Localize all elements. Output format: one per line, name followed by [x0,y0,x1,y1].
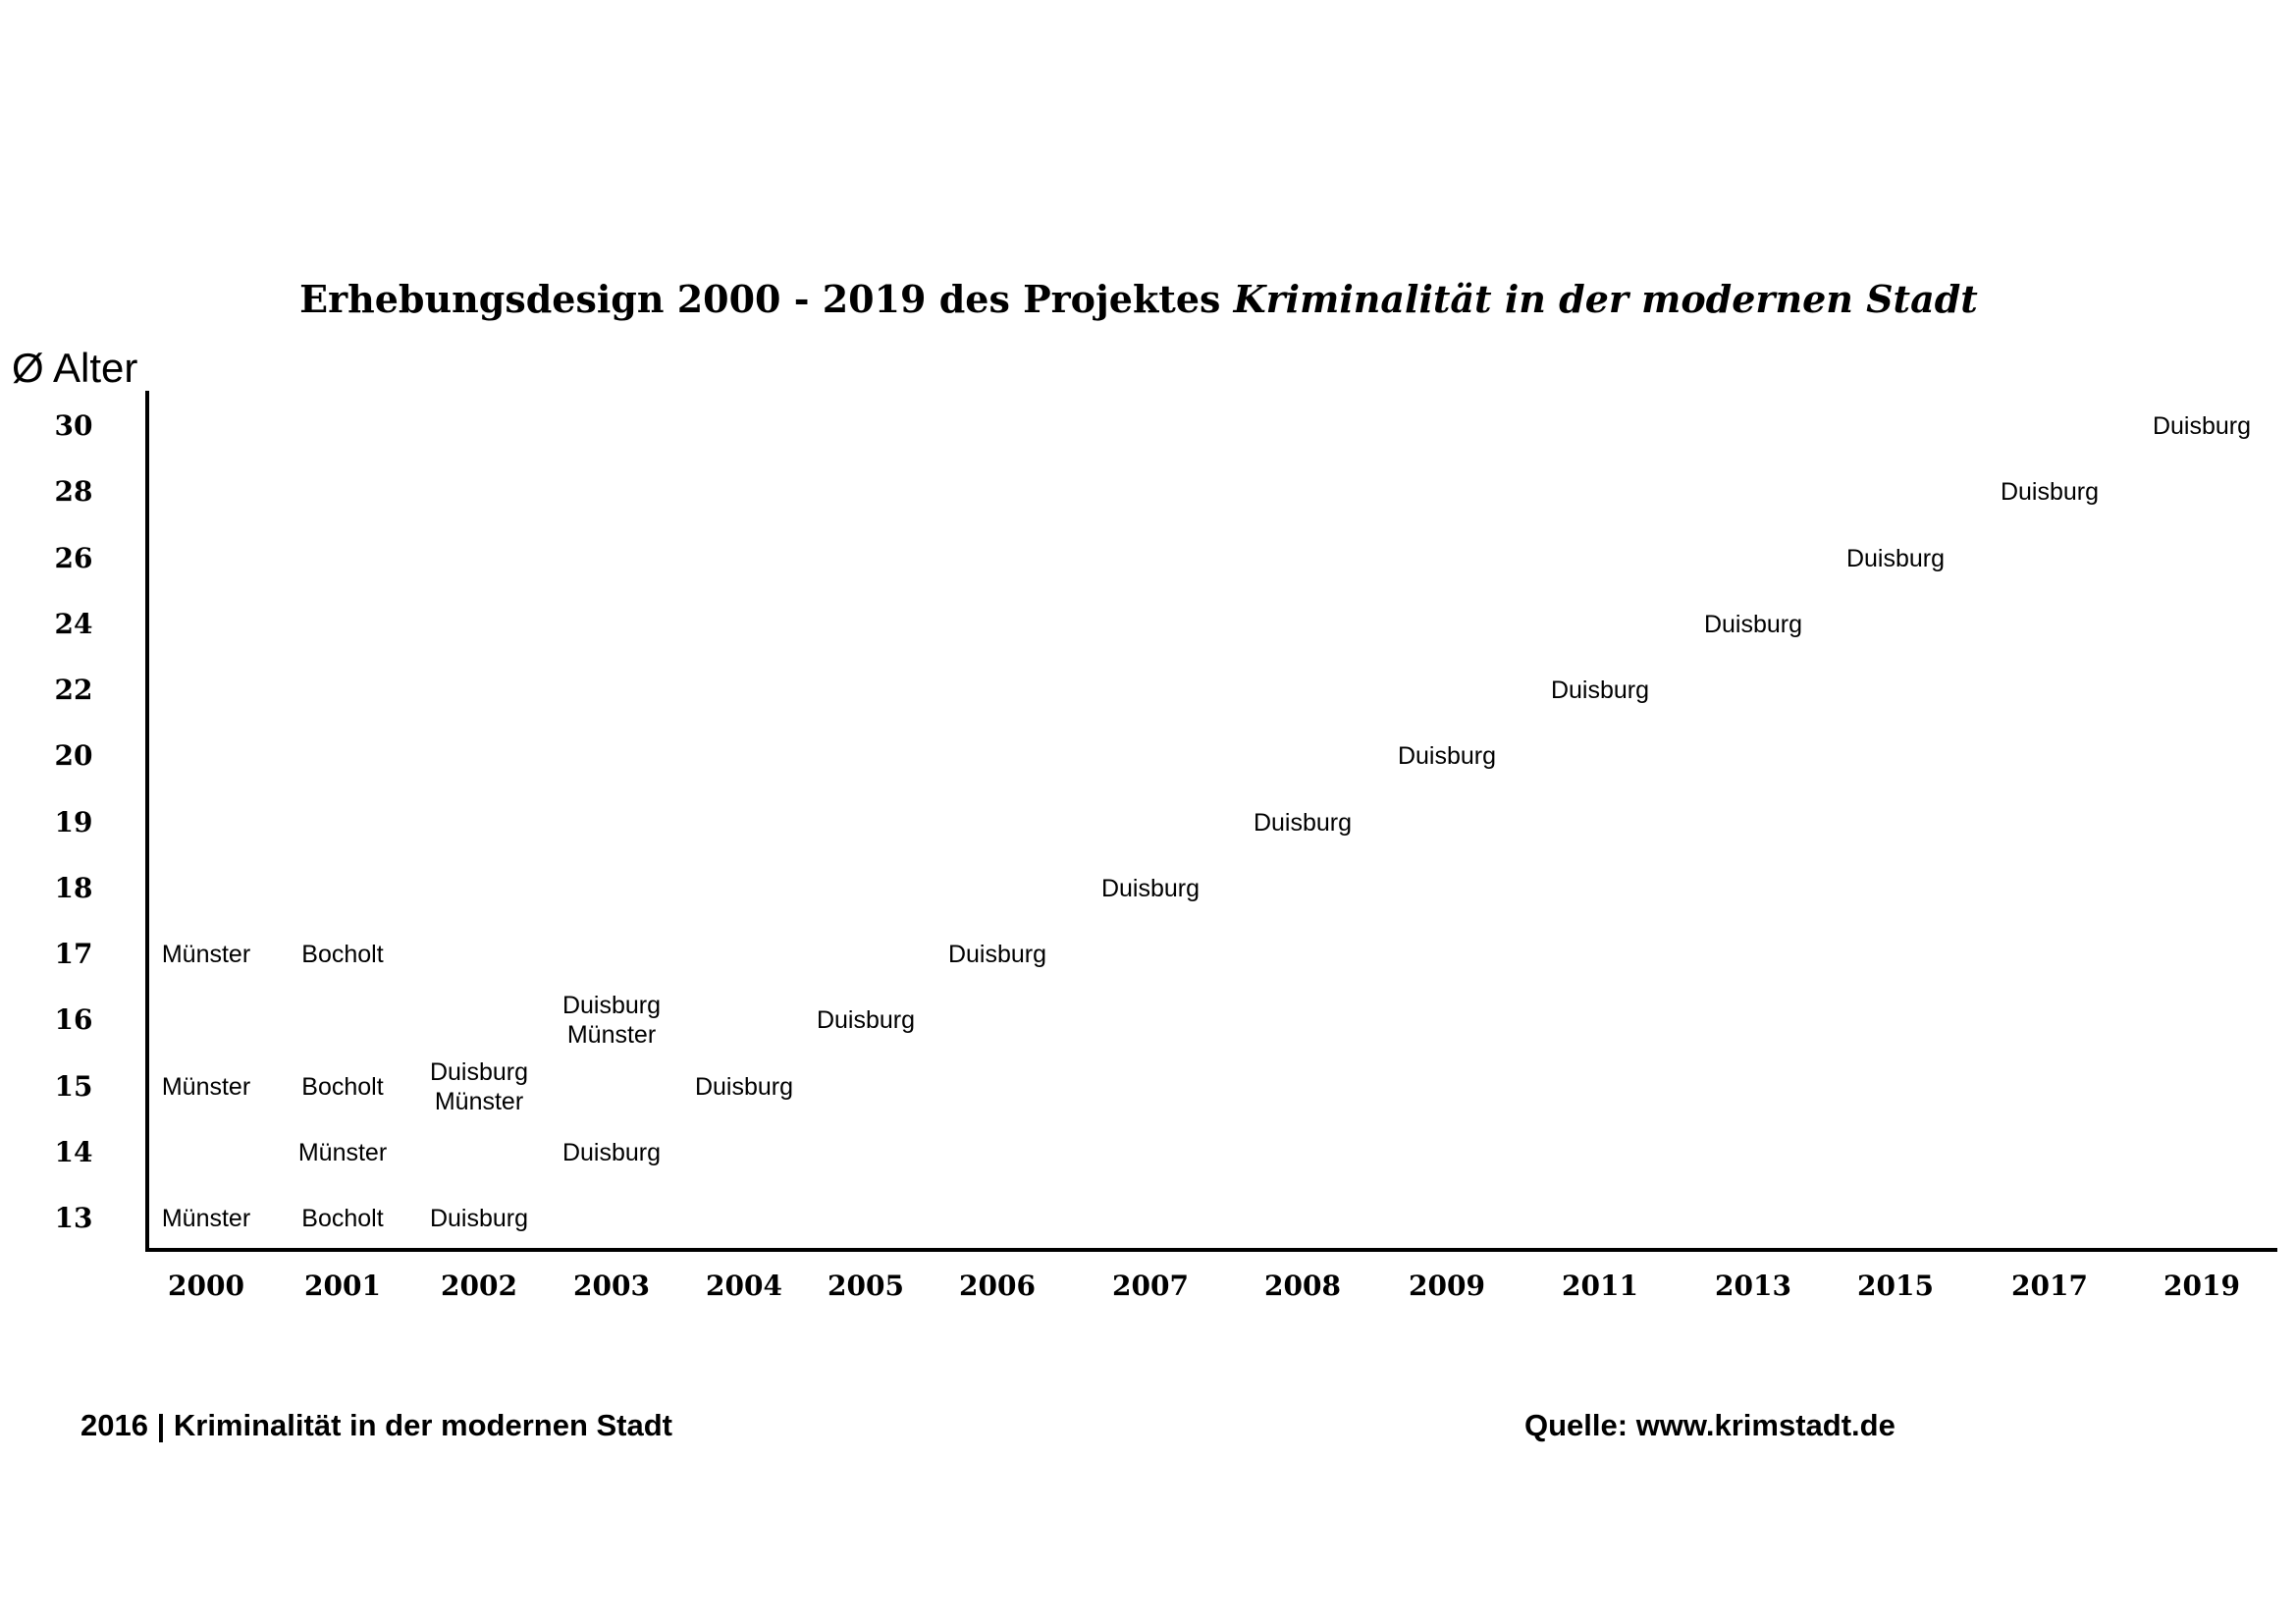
data-point-label: Münster [161,941,251,968]
y-tick-label: 19 [54,805,93,839]
chart-title [0,276,2277,323]
x-tick-label: 2015 [1857,1270,1934,1302]
x-tick-label: 2003 [573,1270,650,1302]
y-axis-title: Ø Alter [12,345,138,391]
x-tick-label: 2017 [2011,1270,2088,1302]
data-point-label: Duisburg [561,992,662,1020]
x-tick-label: 2000 [168,1270,244,1302]
x-tick-label: 2007 [1112,1270,1189,1302]
y-tick-label: 14 [54,1135,93,1168]
y-tick-label: 24 [54,607,93,640]
x-tick-label: 2002 [441,1270,517,1302]
data-point-label: Duisburg [694,1072,794,1101]
y-tick-label: 13 [54,1202,93,1234]
data-point-label: Duisburg [1253,808,1353,837]
x-tick-label: 2013 [1715,1270,1791,1302]
data-point-label: Duisburg [429,1205,529,1232]
y-tick-label: 17 [54,938,93,970]
y-tick-label: 16 [54,1003,93,1037]
y-tick-label: 26 [54,541,93,574]
data-point-label: Duisburg [561,1138,662,1166]
data-point-label: Münster [434,1087,524,1115]
y-tick-label: 15 [54,1069,93,1103]
x-tick-label: 2004 [706,1270,782,1302]
data-point-label: Bocholt [301,941,384,968]
x-tick-label: 2005 [828,1270,904,1302]
data-point-label: Duisburg [816,1006,916,1035]
y-axis-line [145,391,149,1251]
chart-title-text: Erhebungsdesign 2000 - 2019 des Projektes [299,277,1234,321]
x-tick-label: 2008 [1264,1270,1341,1302]
x-tick-label: 2011 [1562,1270,1638,1302]
data-point-label: Duisburg [429,1057,529,1086]
data-point-label: Münster [297,1138,388,1166]
data-point-label: Bocholt [301,1072,384,1101]
data-point-label: Duisburg [1703,610,1803,638]
y-tick-label: 22 [54,674,93,706]
data-point-label: Münster [161,1072,251,1101]
chart-title-emphasis: Kriminalität in der modernen Stadt [1233,277,1978,321]
data-point-label: Münster [161,1205,251,1232]
x-tick-label: 2006 [959,1270,1036,1302]
x-tick-label: 2019 [2163,1270,2240,1302]
data-point-label: Münster [566,1021,657,1050]
data-point-label: Duisburg [1100,874,1201,902]
x-tick-label: 2001 [304,1270,381,1302]
y-tick-label: 28 [54,475,93,509]
data-point-label: Duisburg [1845,544,1946,572]
footer-source-label: Quelle: www.krimstadt.de [1524,1408,1896,1442]
data-point-label: Duisburg [1550,676,1650,704]
x-axis-line [145,1248,2277,1252]
data-point-label: Duisburg [2000,478,2100,507]
data-point-label: Duisburg [2152,412,2252,440]
y-tick-label: 20 [54,739,93,773]
y-tick-label: 18 [54,871,93,904]
x-tick-label: 2009 [1409,1270,1485,1302]
data-point-label: Duisburg [1397,742,1497,771]
y-tick-label: 30 [54,409,93,442]
data-point-label: Bocholt [301,1205,384,1232]
data-point-label: Duisburg [947,941,1047,968]
footer-project-label: 2016 | Kriminalität in der modernen Stadt [80,1408,672,1442]
